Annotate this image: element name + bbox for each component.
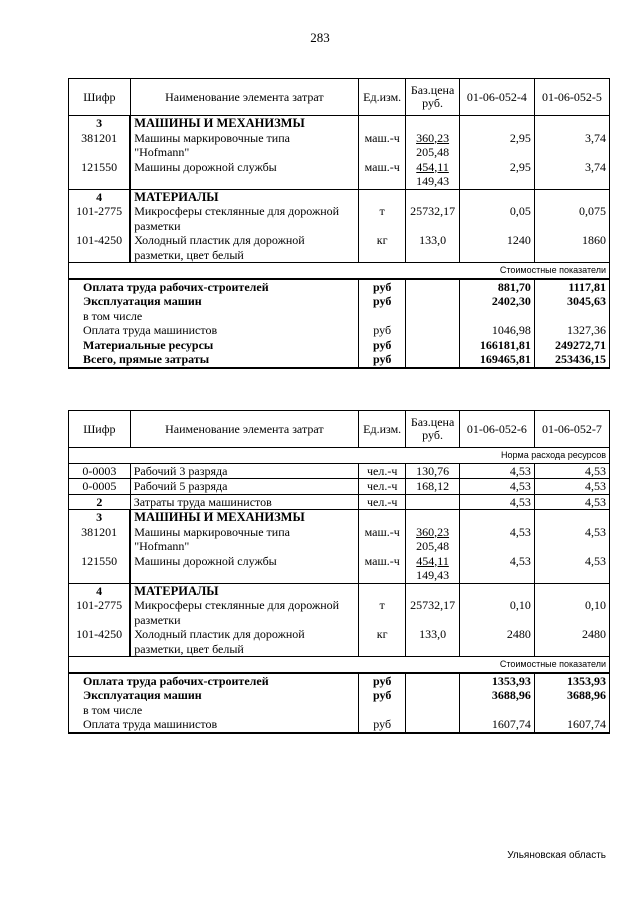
row-value-2: 0,10 xyxy=(534,598,609,627)
header-col2: 01-06-052-7 xyxy=(534,411,609,448)
summary-base-empty xyxy=(406,673,459,689)
table-header-row xyxy=(69,411,610,448)
header-base-line1: Баз.цена xyxy=(410,415,455,429)
row-value-2: 4,53 xyxy=(534,463,609,479)
row-name: Затраты труда машинистов xyxy=(130,494,358,510)
table-row xyxy=(69,160,610,190)
summary-value-2: 1353,93 xyxy=(534,673,609,689)
row-name xyxy=(130,131,358,160)
summary-label: Эксплуатация машин xyxy=(69,688,359,703)
summary-unit: руб xyxy=(359,323,406,338)
section-code: 3 xyxy=(69,116,131,131)
row-code: 381201 xyxy=(69,525,131,554)
row-name: Рабочий 5 разряда xyxy=(130,479,358,495)
summary-value-1: 1607,74 xyxy=(459,717,534,733)
row-code: 101-4250 xyxy=(69,627,131,657)
row-code: 0-0005 xyxy=(69,479,131,495)
section-title: МАШИНЫ И МЕХАНИЗМЫ xyxy=(130,510,358,525)
summary-row xyxy=(69,309,610,324)
summary-row xyxy=(69,338,610,353)
row-unit: т xyxy=(359,598,406,627)
row-name-line1: Микросферы стеклянные для дорожной xyxy=(134,204,340,218)
row-base-wage: 205,48 xyxy=(416,145,450,159)
summary-base-empty xyxy=(406,323,459,338)
row-code: 121550 xyxy=(69,554,131,584)
cost-table-2 xyxy=(68,410,610,734)
row-base-price: 454,11 xyxy=(416,553,449,568)
summary-unit: руб xyxy=(359,688,406,703)
header-name: Наименование элемента затрат xyxy=(130,79,358,116)
summary-base-empty xyxy=(406,279,459,295)
summary-value-2: 249272,71 xyxy=(534,338,609,353)
row-name-line1: Микросферы стеклянные для дорожной xyxy=(134,598,340,612)
row-base-wage: 149,43 xyxy=(416,174,450,188)
row-name: Рабочий 3 разряда xyxy=(130,463,358,479)
row-value-2: 2480 xyxy=(534,627,609,657)
row-base: 133,0 xyxy=(406,627,459,657)
row-name: Машины дорожной службы xyxy=(130,160,358,190)
summary-row xyxy=(69,352,610,368)
summary-base-empty xyxy=(406,717,459,733)
summary-block xyxy=(69,673,610,733)
table-row xyxy=(69,525,610,554)
cost-indicators-label: Стоимостные показатели xyxy=(459,263,609,279)
section-title: МАТЕРИАЛЫ xyxy=(130,189,358,204)
row-name-line1: Холодный пластик для дорожной xyxy=(134,233,305,247)
cost-indicators-label: Стоимостные показатели xyxy=(459,657,609,673)
summary-value-2: 3045,63 xyxy=(534,294,609,309)
row-unit: маш.-ч xyxy=(359,525,406,554)
row-name-line1: Машины маркировочные типа xyxy=(134,130,290,145)
row-value-1: 4,53 xyxy=(459,525,534,554)
summary-unit: руб xyxy=(359,279,406,295)
row-name-line2: "Hofmann" xyxy=(134,539,190,553)
row-name-line2: разметки, цвет белый xyxy=(134,641,244,656)
row-name xyxy=(130,525,358,554)
row-unit: чел.-ч xyxy=(359,463,406,479)
summary-label: в том числе xyxy=(69,703,359,718)
row-name-line2: разметки xyxy=(134,218,181,233)
summary-row xyxy=(69,279,610,295)
summary-row xyxy=(69,294,610,309)
header-col1: 01-06-052-4 xyxy=(459,79,534,116)
row-code: 121550 xyxy=(69,160,131,190)
row-name xyxy=(130,204,358,233)
summary-base-empty xyxy=(406,688,459,703)
cost-indicators-row xyxy=(69,263,610,279)
summary-value-1 xyxy=(459,309,534,324)
summary-value-1: 1353,93 xyxy=(459,673,534,689)
summary-unit: руб xyxy=(359,294,406,309)
row-name-line2: "Hofmann" xyxy=(134,145,190,159)
summary-unit: руб xyxy=(359,673,406,689)
summary-unit: руб xyxy=(359,352,406,368)
row-unit: маш.-ч xyxy=(359,160,406,190)
row-unit: кг xyxy=(359,233,406,263)
row-value-2: 4,53 xyxy=(534,479,609,495)
cost-table-1 xyxy=(68,78,610,369)
page-number: 283 xyxy=(310,30,330,45)
summary-label: в том числе xyxy=(69,309,359,324)
row-name xyxy=(130,233,358,263)
summary-value-2: 1117,81 xyxy=(534,279,609,295)
header-base-line2: руб. xyxy=(422,428,443,442)
row-value-1: 2,95 xyxy=(459,131,534,160)
summary-base-empty xyxy=(406,338,459,353)
row-base xyxy=(406,525,459,554)
table-row xyxy=(69,627,610,657)
row-value-2: 4,53 xyxy=(534,525,609,554)
row-base-wage: 149,43 xyxy=(416,568,450,582)
section-row xyxy=(69,583,610,598)
row-base: 25732,17 xyxy=(406,204,459,233)
table-header-row xyxy=(69,79,610,116)
row-base xyxy=(406,554,459,584)
norm-header-row xyxy=(69,448,610,464)
section-code: 3 xyxy=(69,510,131,525)
summary-row xyxy=(69,323,610,338)
row-value-2: 1860 xyxy=(534,233,609,263)
row-value-2: 4,53 xyxy=(534,494,609,510)
row-name-line2: разметки xyxy=(134,612,181,627)
row-value-1: 4,53 xyxy=(459,494,534,510)
summary-value-1: 2402,30 xyxy=(459,294,534,309)
summary-row xyxy=(69,673,610,689)
row-name-line1: Машины маркировочные типа xyxy=(134,524,290,539)
row-name-line1: Холодный пластик для дорожной xyxy=(134,627,305,641)
summary-unit xyxy=(359,703,406,718)
header-base-price xyxy=(406,411,459,448)
row-base: 25732,17 xyxy=(406,598,459,627)
header-unit: Ед.изм. xyxy=(359,411,406,448)
row-value-1: 2480 xyxy=(459,627,534,657)
summary-label: Материальные ресурсы xyxy=(69,338,359,353)
header-base-line2: руб. xyxy=(422,96,443,110)
header-col1: 01-06-052-6 xyxy=(459,411,534,448)
row-value-2: 3,74 xyxy=(534,131,609,160)
summary-value-1: 169465,81 xyxy=(459,352,534,368)
row-value-2: 4,53 xyxy=(534,554,609,584)
summary-row xyxy=(69,717,610,733)
summary-value-1: 166181,81 xyxy=(459,338,534,353)
summary-value-1: 3688,96 xyxy=(459,688,534,703)
row-code: 2 xyxy=(69,494,131,510)
summary-base-empty xyxy=(406,352,459,368)
row-value-1: 1240 xyxy=(459,233,534,263)
row-code: 381201 xyxy=(69,131,131,160)
section-row xyxy=(69,116,610,131)
summary-value-1: 881,70 xyxy=(459,279,534,295)
summary-row xyxy=(69,703,610,718)
section-title: МАТЕРИАЛЫ xyxy=(130,583,358,598)
summary-base-empty xyxy=(406,703,459,718)
summary-value-1: 1046,98 xyxy=(459,323,534,338)
summary-base-empty xyxy=(406,294,459,309)
summary-value-2 xyxy=(534,309,609,324)
summary-unit xyxy=(359,309,406,324)
row-value-2: 0,075 xyxy=(534,204,609,233)
header-code: Шифр xyxy=(69,79,131,116)
row-value-1: 4,53 xyxy=(459,479,534,495)
summary-value-2: 1607,74 xyxy=(534,717,609,733)
row-base xyxy=(406,131,459,160)
header-base-price xyxy=(406,79,459,116)
section-row xyxy=(69,510,610,525)
row-unit: чел.-ч xyxy=(359,494,406,510)
summary-label: Оплата труда рабочих-строителей xyxy=(69,279,359,295)
row-unit: т xyxy=(359,204,406,233)
summary-value-1 xyxy=(459,703,534,718)
table-row xyxy=(69,598,610,627)
row-base-wage: 205,48 xyxy=(416,539,450,553)
summary-value-2: 1327,36 xyxy=(534,323,609,338)
table-row xyxy=(69,233,610,263)
section-row xyxy=(69,189,610,204)
table-row xyxy=(69,463,610,479)
row-base: 130,76 xyxy=(406,463,459,479)
row-unit: кг xyxy=(359,627,406,657)
table-row xyxy=(69,131,610,160)
header-name: Наименование элемента затрат xyxy=(130,411,358,448)
row-base: 168,12 xyxy=(406,479,459,495)
row-code: 101-2775 xyxy=(69,204,131,233)
table-row xyxy=(69,494,610,510)
row-name: Машины дорожной службы xyxy=(130,554,358,584)
row-base xyxy=(406,160,459,190)
table-row xyxy=(69,204,610,233)
summary-label: Всего, прямые затраты xyxy=(69,352,359,368)
row-name-line2: разметки, цвет белый xyxy=(134,247,244,262)
row-base-price: 360,23 xyxy=(416,524,450,539)
header-unit: Ед.изм. xyxy=(359,79,406,116)
row-code: 101-4250 xyxy=(69,233,131,263)
region-footer: Ульяновская область xyxy=(507,850,606,861)
row-value-2: 3,74 xyxy=(534,160,609,190)
cost-indicators-row xyxy=(69,657,610,673)
summary-label: Оплата труда рабочих-строителей xyxy=(69,673,359,689)
row-unit: чел.-ч xyxy=(359,479,406,495)
row-unit: маш.-ч xyxy=(359,131,406,160)
row-name xyxy=(130,598,358,627)
table-row xyxy=(69,554,610,584)
summary-value-2: 253436,15 xyxy=(534,352,609,368)
header-base-line1: Баз.цена xyxy=(410,83,455,97)
summary-unit: руб xyxy=(359,717,406,733)
row-base-price: 360,23 xyxy=(416,130,450,145)
summary-label: Оплата труда машинистов xyxy=(69,323,359,338)
header-col2: 01-06-052-5 xyxy=(534,79,609,116)
summary-label: Оплата труда машинистов xyxy=(69,717,359,733)
summary-unit: руб xyxy=(359,338,406,353)
row-code: 0-0003 xyxy=(69,463,131,479)
row-value-1: 2,95 xyxy=(459,160,534,190)
row-value-1: 0,05 xyxy=(459,204,534,233)
row-unit: маш.-ч xyxy=(359,554,406,584)
header-code: Шифр xyxy=(69,411,131,448)
table-row xyxy=(69,479,610,495)
summary-value-2: 3688,96 xyxy=(534,688,609,703)
row-value-1: 4,53 xyxy=(459,463,534,479)
row-name xyxy=(130,627,358,657)
summary-row xyxy=(69,688,610,703)
row-value-1: 0,10 xyxy=(459,598,534,627)
row-code: 101-2775 xyxy=(69,598,131,627)
section-code: 4 xyxy=(69,583,131,598)
summary-base-empty xyxy=(406,309,459,324)
norm-header-label: Норма расхода ресурсов xyxy=(459,448,609,464)
summary-value-2 xyxy=(534,703,609,718)
section-code: 4 xyxy=(69,189,131,204)
row-base: 133,0 xyxy=(406,233,459,263)
section-title: МАШИНЫ И МЕХАНИЗМЫ xyxy=(130,116,358,131)
row-value-1: 4,53 xyxy=(459,554,534,584)
row-base-price: 454,11 xyxy=(416,159,449,174)
summary-label: Эксплуатация машин xyxy=(69,294,359,309)
summary-block xyxy=(69,279,610,368)
